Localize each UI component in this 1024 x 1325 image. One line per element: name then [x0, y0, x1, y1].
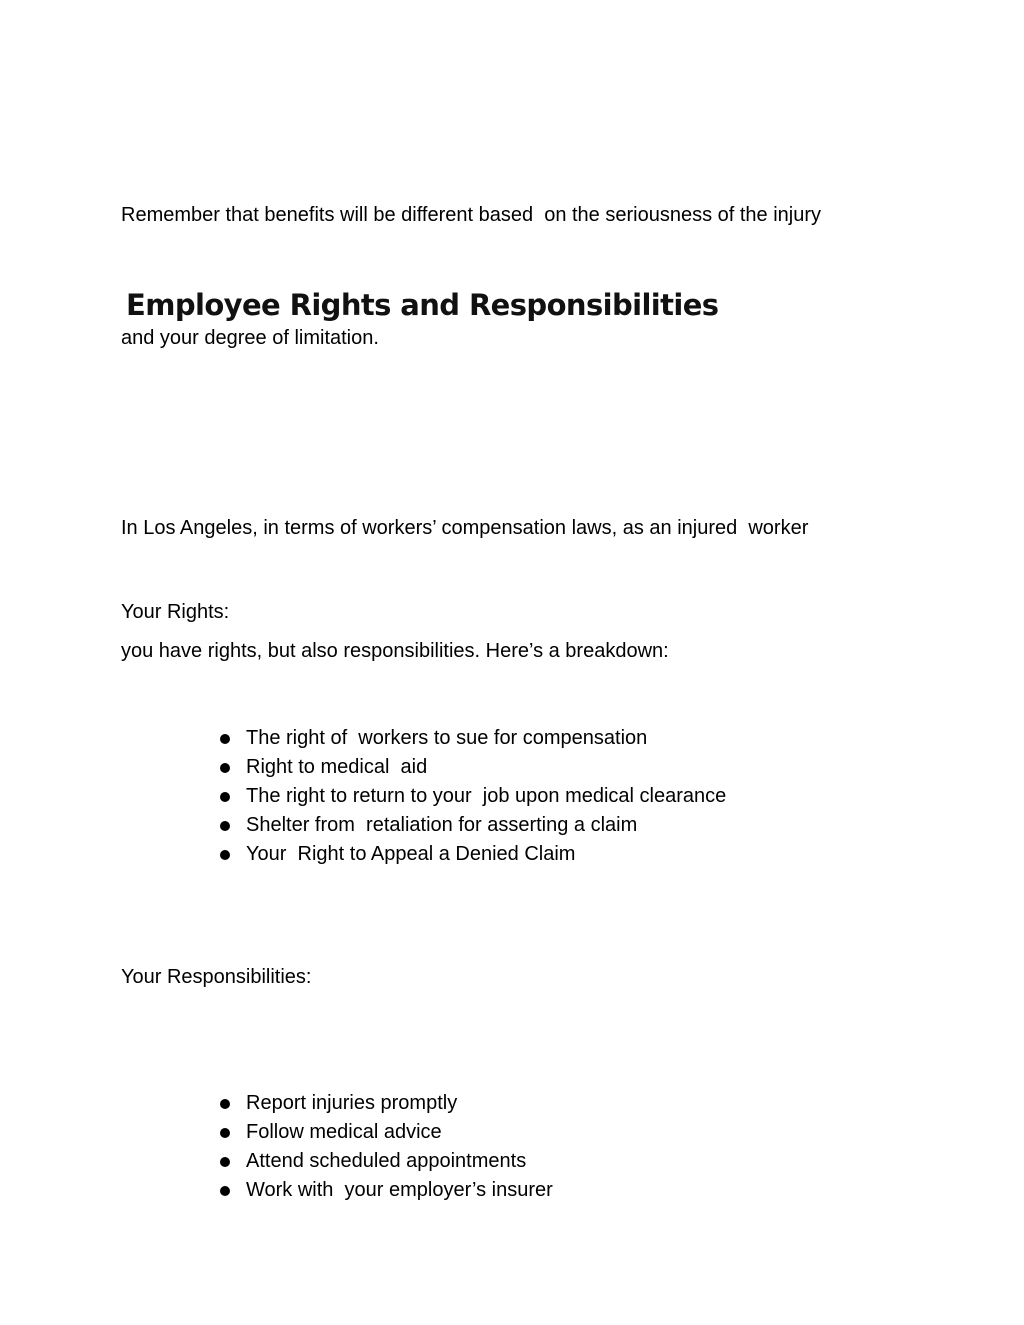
section-intro-line-1: In Los Angeles, in terms of workers’ compensation laws, as an injured worker: [121, 517, 809, 539]
bullet-icon: [220, 763, 230, 773]
list-item-text: Your Right to Appeal a Denied Claim: [246, 843, 576, 865]
list-item: [216, 1147, 553, 1176]
section-intro-line-2: you have rights, but also responsibilities. Here’s a breakdown:: [121, 640, 669, 662]
responsibilities-list: [216, 1089, 553, 1205]
bullet-icon: [220, 850, 230, 860]
list-item: [216, 782, 726, 811]
list-item-text: Right to medical aid: [246, 756, 428, 778]
list-item-text: Work with your employer’s insurer: [246, 1179, 553, 1201]
bullet-icon: [220, 1186, 230, 1196]
section-intro-paragraph: [121, 426, 901, 713]
list-item-text: Attend scheduled appointments: [246, 1150, 527, 1172]
list-item-text: Shelter from retaliation for asserting a claim: [246, 814, 638, 836]
list-item-text: The right to return to your job upon medical clearance: [246, 785, 727, 807]
rights-list: [216, 724, 726, 869]
intro-paragraph: [121, 113, 901, 400]
bullet-icon: [220, 792, 230, 802]
list-item-text: Follow medical advice: [246, 1121, 442, 1143]
list-item-text: Report injuries promptly: [246, 1092, 458, 1114]
bullet-icon: [220, 734, 230, 744]
list-item-text: The right of workers to sue for compensation: [246, 727, 648, 749]
list-item: [216, 753, 726, 782]
list-item: [216, 1176, 553, 1205]
list-item: [216, 724, 726, 753]
list-item: [216, 811, 726, 840]
intro-line-2: and your degree of limitation.: [121, 327, 379, 349]
bullet-icon: [220, 821, 230, 831]
responsibilities-label: Your Responsibilities:: [121, 966, 312, 988]
bullet-icon: [220, 1128, 230, 1138]
list-item: [216, 1089, 553, 1118]
bullet-icon: [220, 1099, 230, 1109]
rights-label: Your Rights:: [121, 601, 230, 623]
list-item: [216, 1118, 553, 1147]
list-item: [216, 840, 726, 869]
bullet-icon: [220, 1157, 230, 1167]
intro-line-1: Remember that benefits will be different based on the seriousness of the injury: [121, 204, 822, 226]
section-heading: Employee Rights and Responsibilities: [126, 288, 719, 322]
